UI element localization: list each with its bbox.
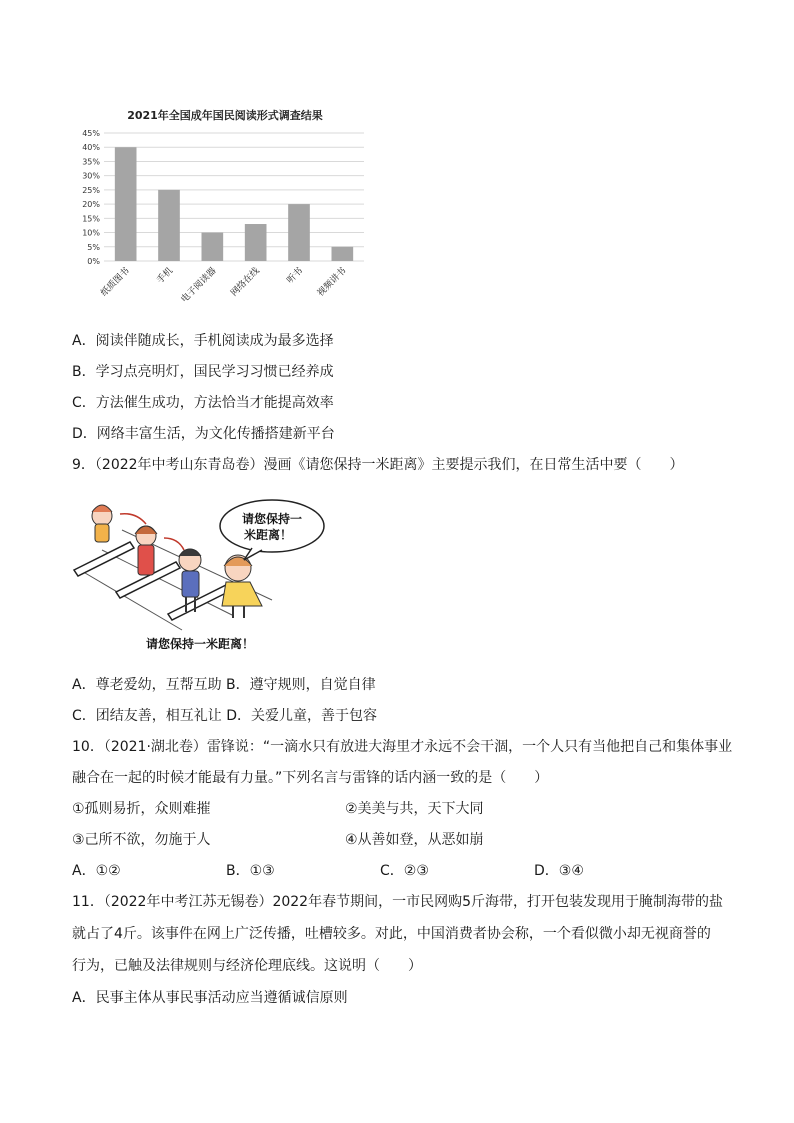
chart-ytick-label: 20% [82,200,100,210]
chart-ytick-label: 35% [82,157,100,167]
chart-bar [332,247,354,261]
chart-category-label: 电子阅读器 [179,266,219,305]
q8-option-b[interactable]: B．学习点亮明灯，国民学习习惯已经养成 [72,364,334,380]
chart-category-label: 视频讲书 [315,266,349,299]
chart-category-label: 纸质图书 [99,266,132,299]
comic-caption: 请您保持一米距离！ [145,637,255,651]
q10-item-1: ①孤则易折，众则难摧 [72,801,211,817]
q8-option-a[interactable]: A．阅读伴随成长，手机阅读成为最多选择 [72,333,334,349]
q9-options-ab[interactable]: A．尊老爱幼，互帮互助 B．遵守规则，自觉自律 [72,677,376,693]
q10-stem-line1: 10．（2021·湖北卷）雷锋说：“一滴水只有放进大海里才永远不会干涸，一个人只有当他把自己和集体事业 [72,739,733,755]
comic-illustration [72,490,332,660]
q10-option-a[interactable]: A．①② [72,863,121,879]
q10-option-c[interactable]: C．②③ [380,863,429,879]
chart-ytick-label: 5% [87,242,100,252]
chart-bar [202,233,224,261]
chart-ytick-label: 45% [82,129,100,138]
q10-option-b[interactable]: B．①③ [226,863,275,879]
chart-ytick-label: 10% [82,228,100,238]
q10-stem-line2: 融合在一起的时候才能最有力量。”下列名言与雷锋的话内涵一致的是（ ） [72,770,549,786]
chart-ytick-label: 25% [82,185,100,195]
chart-bar [288,204,310,261]
q8-option-d[interactable]: D．网络丰富生活，为文化传播搭建新平台 [72,426,335,442]
q10-item-2: ②美美与共，天下大同 [345,801,484,817]
speech-text-line2: 米距离！ [243,528,293,542]
q10-item-3: ③己所不欲，勿施于人 [72,832,211,848]
chart-category-label: 网络在线 [229,266,262,299]
chart-ytick-label: 30% [82,171,100,181]
q11-stem-line2: 就占了4斤。该事件在网上广泛传播，吐槽较多。对此，中国消费者协会称，一个看似微小却无视商誉的 [72,926,711,942]
chart-bar [245,224,267,261]
q11-stem-line1: 11．（2022年中考江苏无锡卷）2022年春节期间，一市民网购5斤海带，打开包装发现用于腌制海带的盐 [72,894,723,910]
chart-bar [115,147,137,261]
chart-bar [158,190,180,261]
q11-option-a[interactable]: A．民事主体从事民事活动应当遵循诚信原则 [72,990,348,1006]
chart-category-label: 手机 [155,266,176,286]
q8-option-c[interactable]: C．方法催生成功，方法恰当才能提高效率 [72,395,334,411]
reading-survey-chart [72,100,372,345]
q10-item-4: ④从善如登，从恶如崩 [345,832,484,848]
speech-text-line1: 请您保持一 [241,512,303,526]
chart-ytick-label: 0% [87,257,100,266]
chart-title: 2021年全国成年国民阅读形式调查结果 [127,109,323,122]
chart-ytick-label: 15% [82,214,100,224]
chart-category-label: 听书 [285,266,306,286]
q10-option-d[interactable]: D．③④ [534,863,584,879]
q9-options-cd[interactable]: C．团结友善，相互礼让 D．关爱儿童，善于包容 [72,708,378,724]
chart-ytick-label: 40% [82,143,100,153]
q9-stem: 9．（2022年中考山东青岛卷）漫画《请您保持一米距离》主要提示我们，在日常生活中要（ ） [72,457,684,473]
q11-stem-line3: 行为，已触及法律规则与经济伦理底线。这说明（ ） [72,958,422,974]
